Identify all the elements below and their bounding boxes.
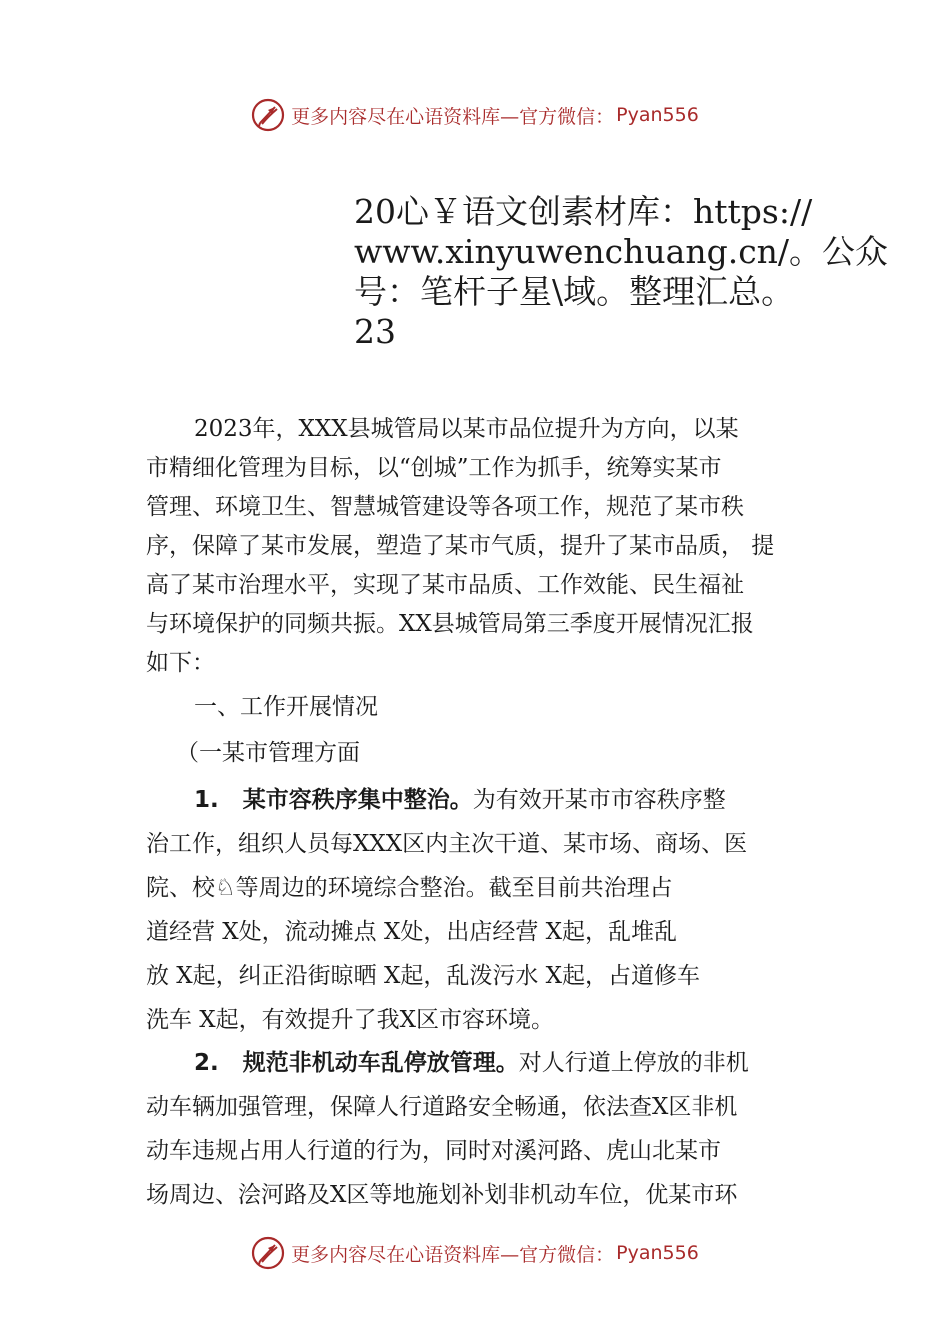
text-line: 与环境保护的同频共振。XX县城管局第三季度开展情况汇报 [146, 611, 754, 637]
quill-logo-icon [251, 98, 285, 132]
item-text: 为有效开某市市容秩序整 [472, 787, 726, 813]
item-2-paragraph [146, 1041, 816, 1217]
quill-logo-icon [251, 1236, 285, 1270]
banner-text: 更多内容尽在心语资料库—官方微信： [291, 1243, 615, 1266]
header-banner [0, 95, 950, 135]
item-number: 1. [194, 787, 219, 813]
text-line: 道经营 X处，流动摊点 X处，出店经营 X起，乱堆乱 [146, 919, 678, 945]
subsection-heading-text: （一某市管理方面 [176, 740, 360, 766]
banner-wechat-id: Pyan556 [616, 1242, 699, 1264]
text-line: 序，保障了某市发展，塑造了某市气质，提升了某市品质， 提 [146, 533, 775, 559]
text-line: 场周边、浍河路及X区等地施划补划非机动车位，优某市环 [146, 1182, 738, 1208]
item-1-paragraph [146, 778, 816, 1042]
text-line: 管理、环境卫生、智慧城管建设等各项工作，规范了某市秩 [146, 494, 744, 520]
title-line: 20心￥语文创素材库：https:// [354, 192, 813, 231]
text-line [146, 1041, 816, 1085]
banner-wechat-id: Pyan556 [616, 104, 699, 126]
text-line: 动车违规占用人行道的行为，同时对溪河路、虎山北某市 [146, 1138, 721, 1164]
text-line: 如下： [146, 650, 215, 676]
section-heading-text: 一、工作开展情况 [194, 694, 378, 720]
intro-paragraph [146, 410, 816, 683]
text-line: 治工作，组织人员每XXX区内主次干道、某市场、商场、医 [146, 831, 748, 857]
text-line: 放 X起，纠正沿街晾晒 X起，乱泼污水 X起，占道修车 [146, 963, 701, 989]
item-lead: 规范非机动车乱停放管理。 [242, 1050, 519, 1076]
text-line: 院、校♘等周边的环境综合整治。截至目前共治理占 [146, 875, 673, 901]
footer-banner [0, 1233, 950, 1273]
banner-text: 更多内容尽在心语资料库—官方微信： [291, 105, 615, 128]
text-line: 2023年，XXX县城管局以某市品位提升为方向，以某 [194, 416, 739, 442]
section-heading [146, 688, 816, 726]
item-number: 2. [194, 1050, 219, 1076]
subsection-heading [146, 734, 816, 772]
item-text: 对人行道上停放的非机 [518, 1050, 749, 1076]
title-line: 号：笔杆子星\域。整理汇总。 [354, 272, 795, 311]
title-line: 23 [354, 312, 396, 351]
text-line: 高了某市治理水平，实现了某市品质、工作效能、民生福祉 [146, 572, 744, 598]
document-title [354, 192, 914, 352]
text-line [146, 778, 816, 822]
text-line: 市精细化管理为目标，以“创城”工作为抓手，统筹实某市 [146, 455, 722, 481]
item-lead: 某市容秩序集中整治。 [242, 787, 473, 813]
text-line: 动车辆加强管理，保障人行道路安全畅通，依法查X区非机 [146, 1094, 738, 1120]
title-line: www.xinyuwenchuang.cn/。公众 [354, 232, 889, 271]
text-line: 洗车 X起，有效提升了我X区市容环境。 [146, 1007, 555, 1033]
